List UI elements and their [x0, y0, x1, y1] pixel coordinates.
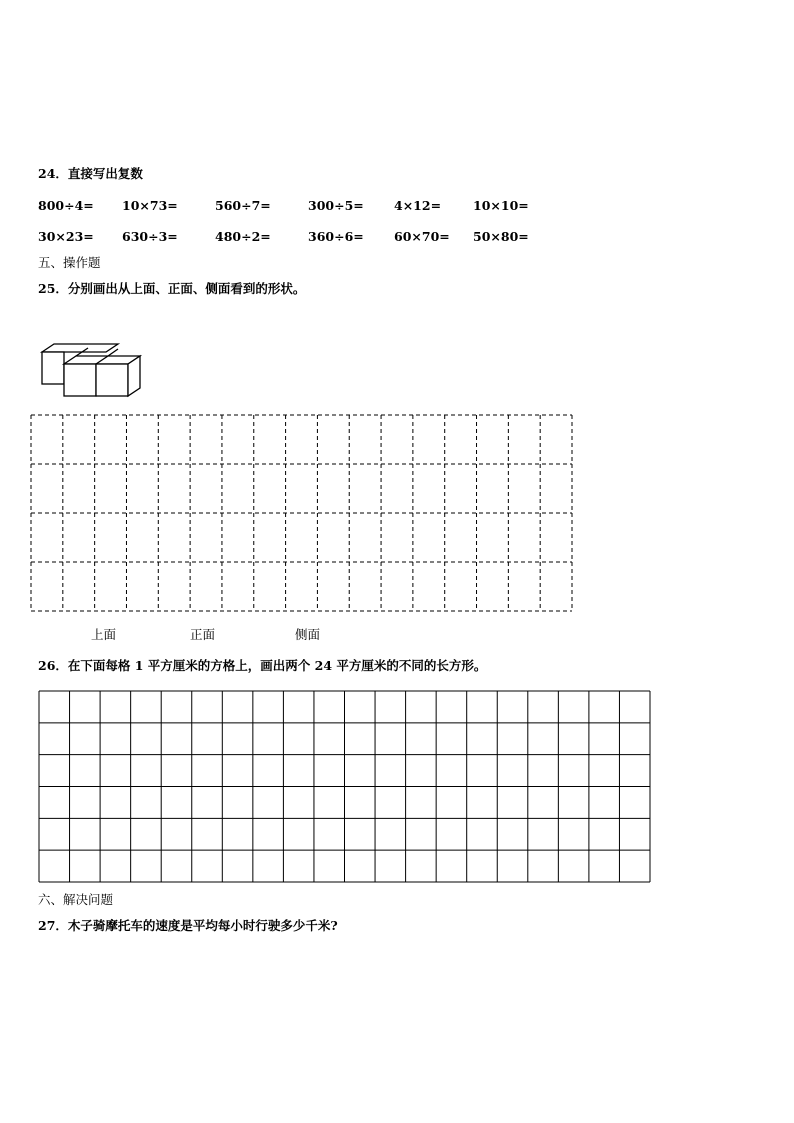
- q24-expr: 630÷3=: [122, 229, 178, 244]
- section-heading-5: 五、操作题: [38, 255, 101, 270]
- cube-figure: [42, 344, 140, 396]
- q24-expr: 10×73=: [122, 198, 178, 213]
- square-grid: [39, 691, 650, 882]
- q24-expr: 480÷2=: [215, 229, 271, 244]
- section-heading-6: 六、解决问题: [38, 892, 114, 907]
- q24-expr: 4×12=: [394, 198, 442, 213]
- q26-title: 26．在下面每格 1 平方厘米的方格上，画出两个 24 平方厘米的不同的长方形。: [38, 658, 487, 673]
- q24-expr: 800÷4=: [38, 198, 94, 213]
- q24-expr: 50×80=: [473, 229, 529, 244]
- view-label-front: 正面: [190, 627, 216, 642]
- view-label-top: 上面: [91, 627, 117, 642]
- q24-expr: 60×70=: [394, 229, 450, 244]
- q24-expr: 10×10=: [473, 198, 529, 213]
- q24-title: 24．直接写出复数: [38, 166, 143, 181]
- dashed-grid: [31, 415, 572, 611]
- q27-title: 27．木子骑摩托车的速度是平均每小时行驶多少千米?: [38, 918, 338, 933]
- q25-title: 25．分别画出从上面、正面、侧面看到的形状。: [38, 281, 306, 296]
- q24-expr: 300÷5=: [308, 198, 364, 213]
- q24-expr: 560÷7=: [215, 198, 271, 213]
- q24-expr: 360÷6=: [308, 229, 364, 244]
- q24-expr: 30×23=: [38, 229, 94, 244]
- view-label-side: 侧面: [295, 627, 321, 642]
